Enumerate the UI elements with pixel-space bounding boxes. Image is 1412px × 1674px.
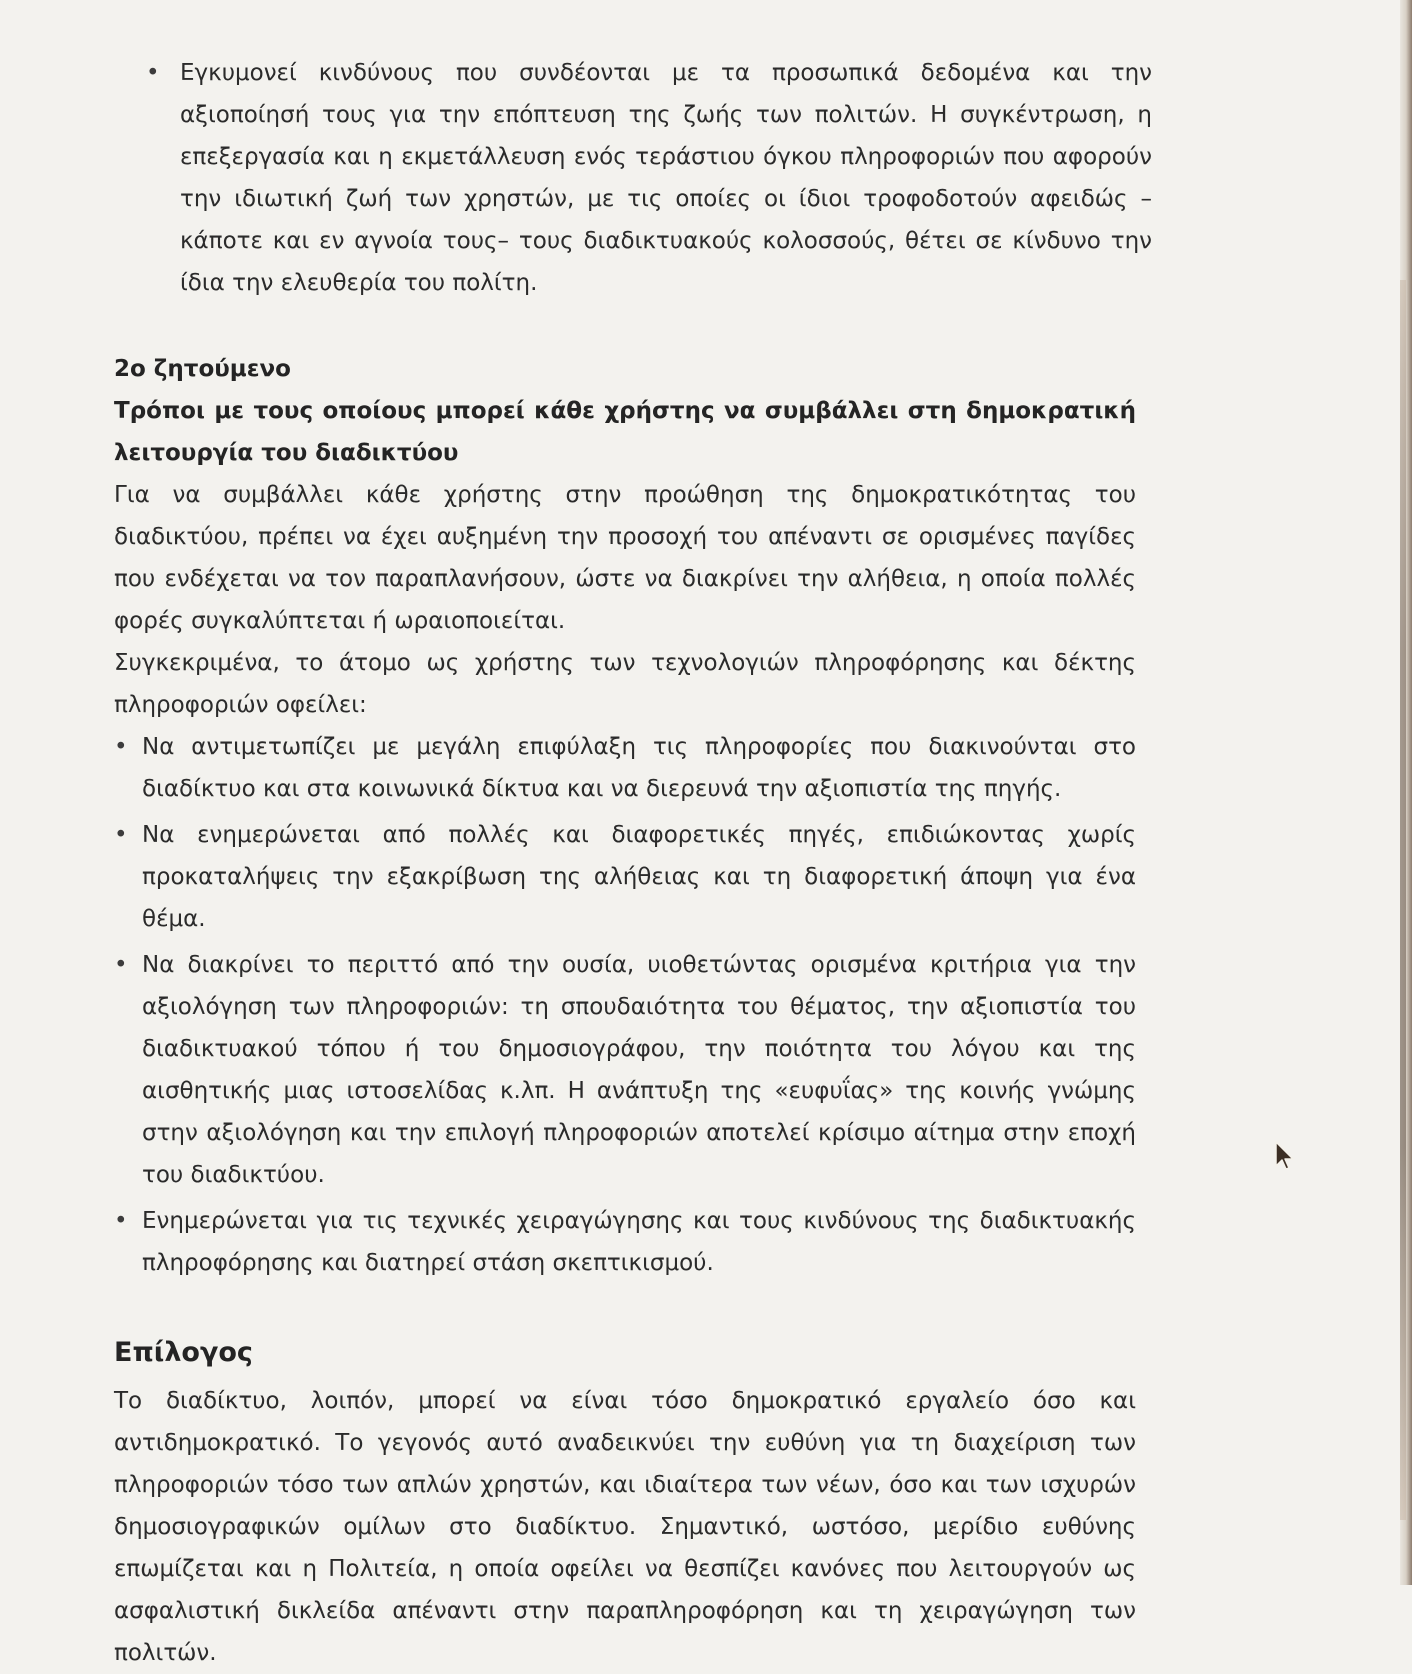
mouse-pointer-icon	[1274, 1140, 1296, 1170]
section-2-paragraph-1: Για να συμβάλλει κάθε χρήστης στην προώθηση της δημοκρατικότητας του διαδικτύου, πρέπει να έχει αυξημένη την προσοχή του απέναντι σε ορισμένες παγίδες που ενδέχεται να τον παραπλανήσουν, ώστε να διακρίνει την αλήθεια, η οποία πολλές φορές συγκαλύπτεται ή ωραιοποιείται.	[114, 482, 1136, 634]
list-item-text: Να αντιμετωπίζει με μεγάλη επιφύλαξη τις πληροφορίες που διακινούνται στο διαδίκτυο και στα κοινωνικά δίκτυα και να διερευνά την αξιοπιστία της πηγής.	[142, 734, 1136, 802]
top-bullet-block	[114, 52, 1152, 304]
section-2-list	[114, 726, 1136, 1284]
list-item	[114, 814, 1136, 940]
page-edge-shadow	[1400, 280, 1406, 1520]
bullet-marker: •	[114, 1208, 128, 1234]
section-2-heading: 2ο ζητούμενο	[114, 356, 291, 382]
document-content	[114, 52, 1152, 1674]
list-item-text: Να διακρίνει το περιττό από την ουσία, υιοθετώντας ορισμένα κριτήρια για την αξιολόγηση των πληροφοριών: τη σπουδαιότητα του θέματος, την αξιοπιστία του διαδικτυακού τόπου ή του δημοσιογράφου, την ποιότητα του λόγου και της αισθητικής μιας ιστοσελίδας κ.λπ. Η ανάπτυξη της «ευφυΐας» της κοινής γνώμης στην αξιολόγηση και την επιλογή πληροφοριών αποτελεί κρίσιμο αίτημα στην εποχή του διαδικτύου.	[142, 952, 1136, 1188]
section-2-title: Τρόποι με τους οποίους μπορεί κάθε χρήστης να συμβάλλει στη δημοκρατική λειτουργία του διαδικτύου	[114, 398, 1136, 466]
list-item	[114, 1200, 1136, 1284]
bullet-marker: •	[114, 952, 128, 978]
epilogue-section	[114, 1332, 1136, 1674]
top-bullet-text: Εγκυμονεί κινδύνους που συνδέονται με τα προσωπικά δεδομένα και την αξιοποίησή τους για την επόπτευση της ζωής των πολιτών. Η συγκέντρωση, η επεξεργασία και η εκμετάλλευση ενός τεράστιου όγκου πληροφοριών που αφορούν την ιδιωτική ζωή των χρηστών, με τις οποίες οι ίδιοι τροφοδοτούν αφειδώς –κάποτε και εν αγνοία τους– τους διαδικτυακούς κολοσσούς, θέτει σε κίνδυνο την ίδια την ελευθερία του πολίτη.	[180, 60, 1152, 296]
top-bullet-item	[142, 52, 1152, 304]
section-2-paragraph-2: Συγκεκριμένα, το άτομο ως χρήστης των τεχνολογιών πληροφόρησης και δέκτης πληροφοριών οφείλει:	[114, 650, 1136, 718]
list-item	[114, 726, 1136, 810]
list-item-text: Ενημερώνεται για τις τεχνικές χειραγώγησης και τους κινδύνους της διαδικτυακής πληροφόρησης και διατηρεί στάση σκεπτικισμού.	[142, 1208, 1136, 1276]
bullet-marker: •	[114, 822, 128, 848]
list-item	[114, 944, 1136, 1196]
section-2	[114, 348, 1136, 1284]
bullet-marker: •	[114, 734, 128, 760]
epilogue-heading: Επίλογος	[114, 1337, 253, 1368]
epilogue-paragraph: Το διαδίκτυο, λοιπόν, μπορεί να είναι τόσο δημοκρατικό εργαλείο όσο και αντιδημοκρατικό. Το γεγονός αυτό αναδεικνύει την ευθύνη για τη διαχείριση των πληροφοριών τόσο των απλών χρηστών, και ιδιαίτερα των νέων, όσο και των ισχυρών δημοσιογραφικών ομίλων στο διαδίκτυο. Σημαντικό, ωστόσο, μερίδιο ευθύνης επωμίζεται και η Πολιτεία, η οποία οφείλει να θεσπίζει κανόνες που λειτουργούν ως ασφαλιστική δικλείδα απέναντι στην παραπληροφόρηση και τη χειραγώγηση των πολιτών.	[114, 1388, 1136, 1666]
bullet-marker: •	[146, 60, 160, 86]
list-item-text: Να ενημερώνεται από πολλές και διαφορετικές πηγές, επιδιώκοντας χωρίς προκαταλήψεις την εξακρίβωση της αλήθειας και τη διαφορετική άποψη για ένα θέμα.	[142, 822, 1136, 932]
